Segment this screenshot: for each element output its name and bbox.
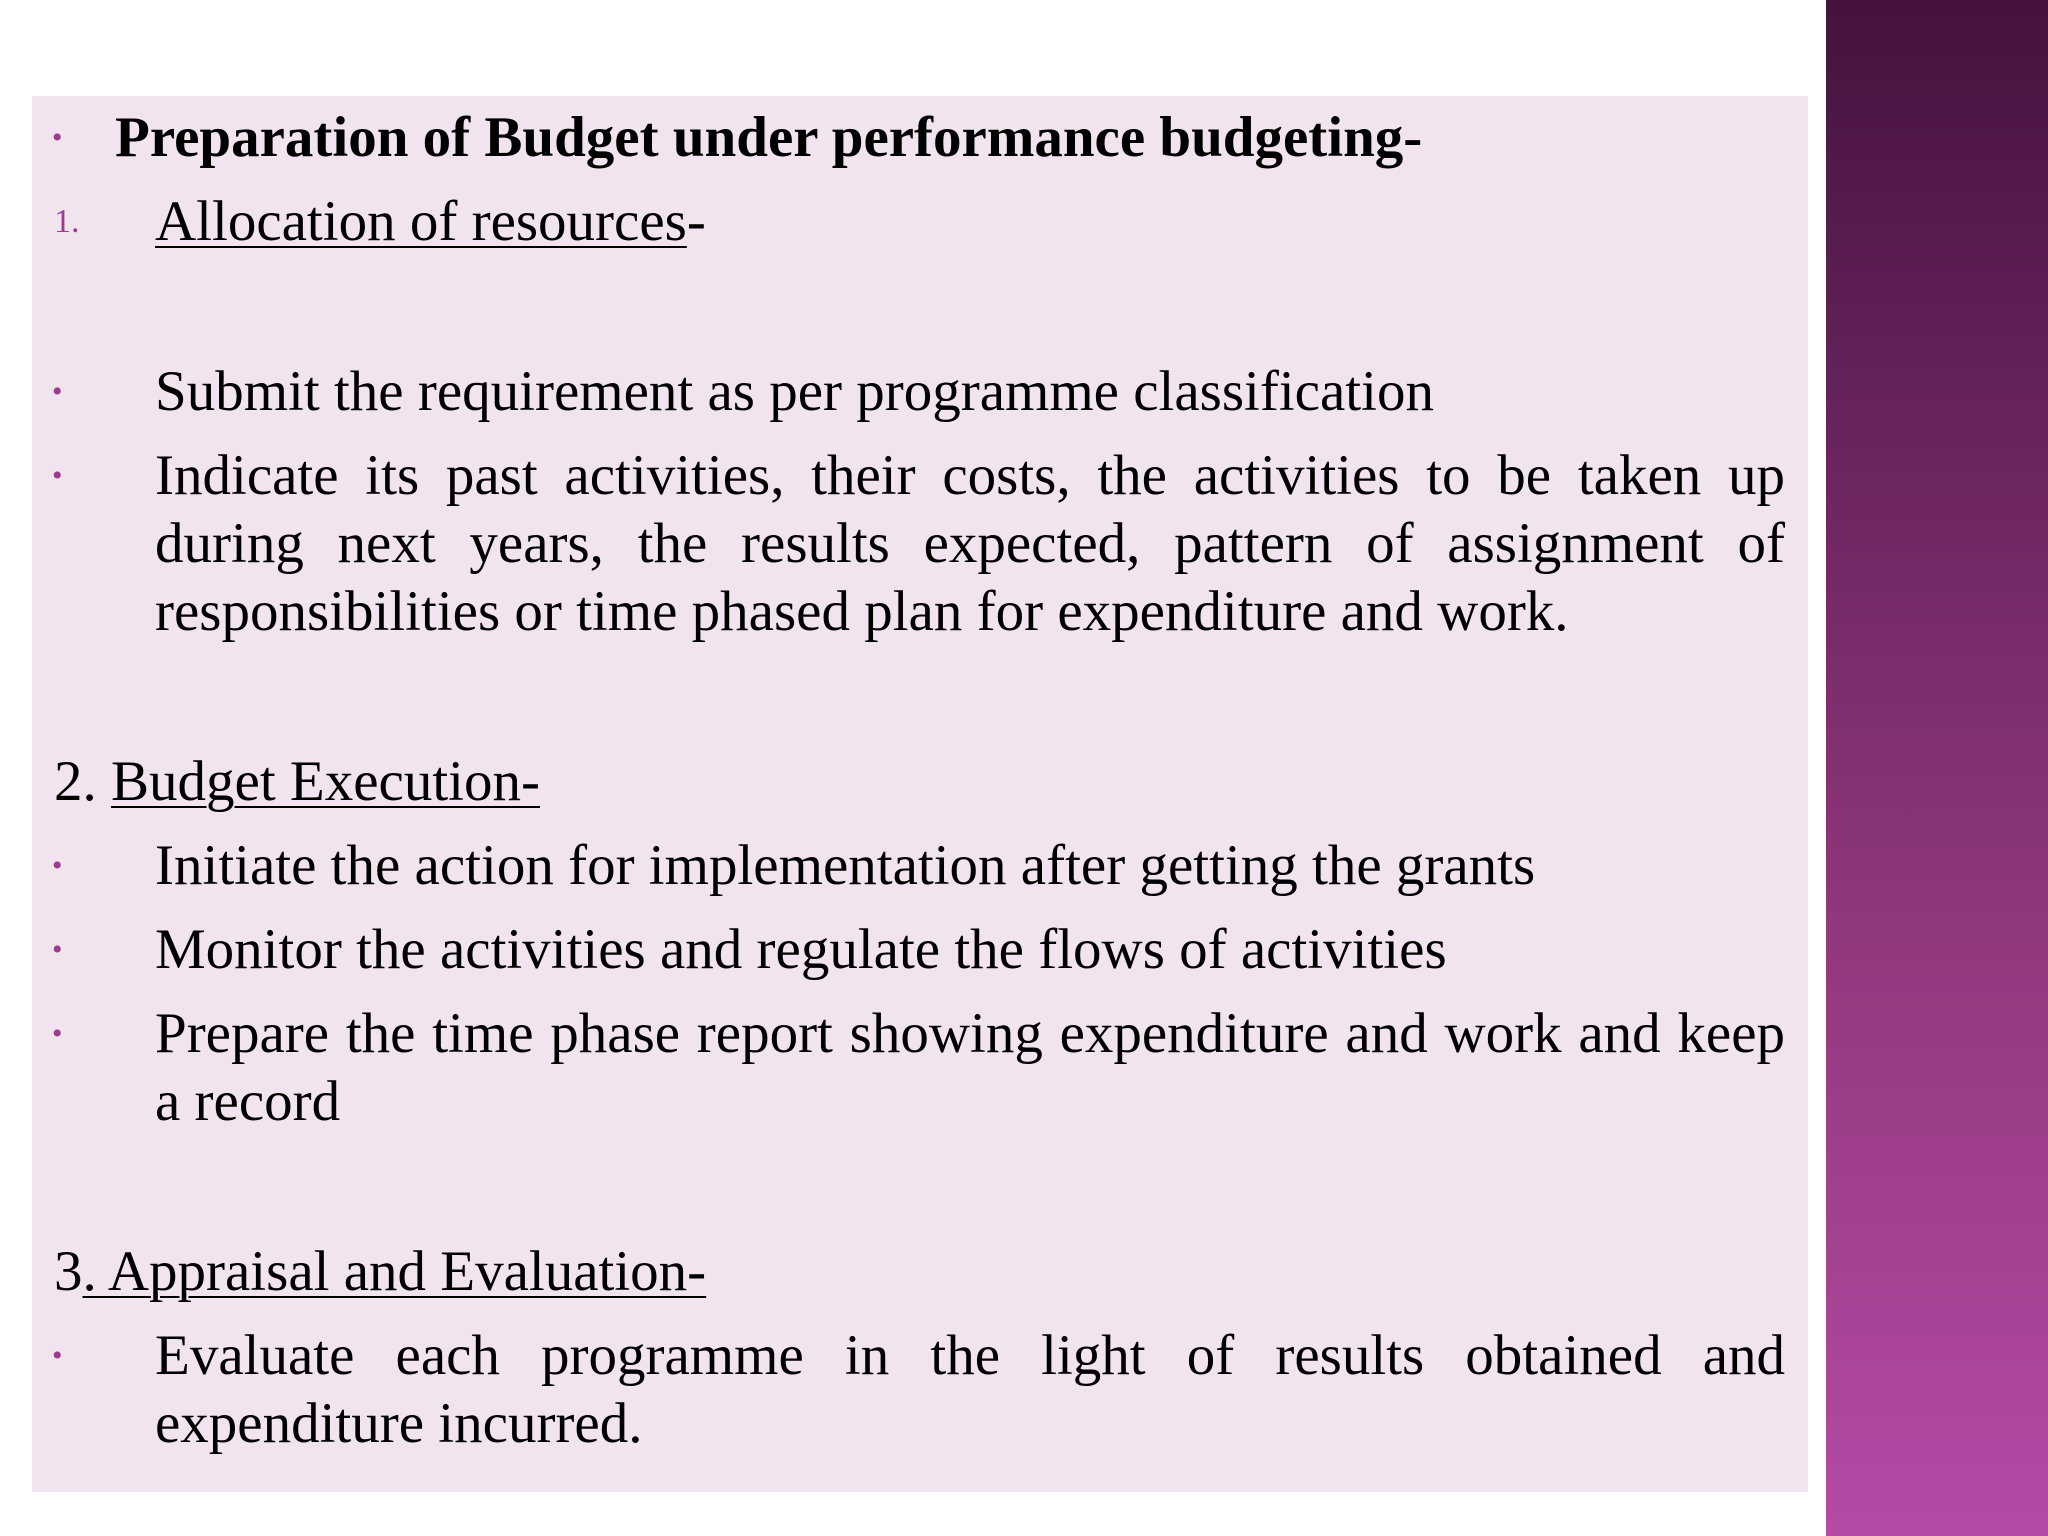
bullet-dot-icon: • [52, 1017, 63, 1050]
bullet-text-multiline: Prepare the time phase report showing expenditure and work and keep a record [155, 1002, 1785, 1133]
section-1-heading-suffix: - [686, 190, 706, 253]
bullet-text-multiline: Indicate its past activities, their costs, the activities to be taken up during next years, the results expected, pattern of assignment of responsibilities or time phased plan for expenditure and work. [155, 444, 1785, 643]
slide-content [32, 96, 1808, 1492]
section-3-number: 3 [54, 1240, 83, 1303]
bullet-dot-icon: • [52, 1339, 63, 1372]
bullet-text: Initiate the action for implementation after getting the grants [155, 834, 1536, 897]
section-2-number: 2. [54, 750, 111, 813]
section-1-heading [155, 188, 706, 256]
section-2-heading [54, 748, 540, 816]
bullet-text: Submit the requirement as per programme classification [155, 360, 1434, 423]
bullet-dot-icon: • [52, 375, 63, 408]
bullet-dot-icon: • [52, 121, 63, 154]
bullet-text-multiline: Evaluate each programme in the light of results obtained and expenditure incurred. [155, 1324, 1785, 1455]
section-1-number: 1. [54, 203, 80, 240]
slide-title: Preparation of Budget under performance budgeting- [115, 106, 1423, 169]
section-3-heading [54, 1238, 706, 1306]
section-3-heading-text: . Appraisal and Evaluation- [82, 1240, 707, 1303]
section-1-heading-text: Allocation of resources [155, 190, 687, 253]
section-2-heading-text: Budget Execution- [111, 750, 540, 813]
bullet-dot-icon: • [52, 849, 63, 882]
bullet-dot-icon: • [52, 933, 63, 966]
bullet-dot-icon: • [52, 459, 63, 492]
bullet-text: Monitor the activities and regulate the flows of activities [155, 918, 1447, 981]
decorative-side-band [1826, 0, 2048, 1536]
